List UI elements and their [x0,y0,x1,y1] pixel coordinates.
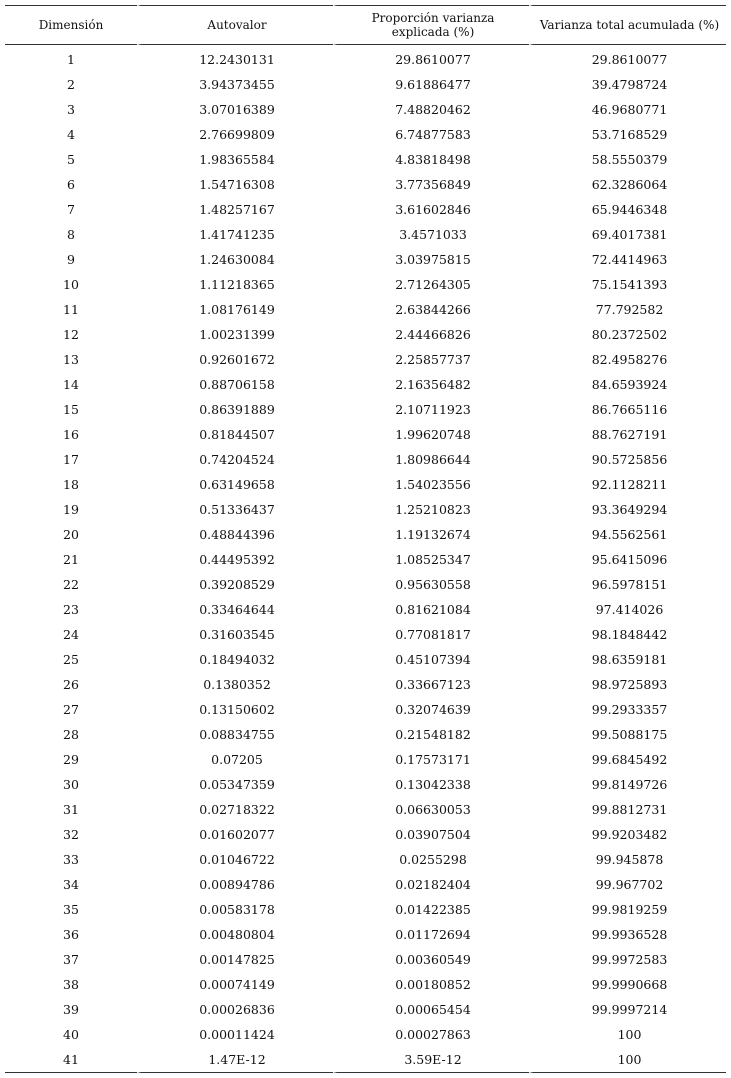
table-row [5,347,726,372]
table-row [5,947,726,972]
cell-dimension: 37 [63,952,79,967]
cell-eigenvalue: 1.24630084 [137,247,333,272]
cell-cumulative-variance: 99.8149726 [529,772,726,797]
cell-cumulative-variance: 99.9203482 [529,822,726,847]
cell-cumulative-variance: 99.967702 [529,872,726,897]
cell-cumulative-variance: 98.9725893 [529,672,726,697]
cell-cumulative-variance: 95.6415096 [529,547,726,572]
cell-dimension: 34 [63,877,79,892]
cell-cumulative-variance: 96.5978151 [529,572,726,597]
cell-eigenvalue: 0.01602077 [137,822,333,847]
table-header [5,5,726,45]
cell-cumulative-variance: 53.7168529 [529,122,726,147]
header-eigenvalue: Autovalor [137,5,333,45]
cell-cumulative-variance: 99.9990668 [529,972,726,997]
cell-eigenvalue: 0.92601672 [137,347,333,372]
cell-eigenvalue: 0.51336437 [137,497,333,522]
cell-explained-variance: 0.13042338 [333,772,529,797]
header-explained-variance: Proporción varianza explicada (%) [333,5,529,45]
cell-explained-variance: 7.48820462 [333,97,529,122]
cell-dimension: 28 [63,727,79,742]
cell-dimension: 27 [63,702,79,717]
cell-dimension: 20 [63,527,79,542]
cell-dimension: 40 [63,1027,79,1042]
cell-eigenvalue: 2.76699809 [137,122,333,147]
cell-eigenvalue: 0.00583178 [137,897,333,922]
cell-eigenvalue: 0.00480804 [137,922,333,947]
cell-cumulative-variance: 29.8610077 [529,45,726,72]
table-row [5,772,726,797]
cell-explained-variance: 0.00065454 [333,997,529,1022]
cell-dimension: 7 [67,202,75,217]
cell-eigenvalue: 0.00147825 [137,947,333,972]
cell-eigenvalue: 0.86391889 [137,397,333,422]
table-row [5,722,726,747]
table-row [5,622,726,647]
cell-cumulative-variance: 58.5550379 [529,147,726,172]
cell-dimension: 32 [63,827,79,842]
cell-eigenvalue: 12.2430131 [137,45,333,72]
cell-cumulative-variance: 75.1541393 [529,272,726,297]
cell-cumulative-variance: 90.5725856 [529,447,726,472]
table-row [5,997,726,1022]
cell-cumulative-variance: 98.6359181 [529,647,726,672]
cell-explained-variance: 0.81621084 [333,597,529,622]
table-row [5,122,726,147]
cell-eigenvalue: 0.00026836 [137,997,333,1022]
table-row [5,522,726,547]
cell-eigenvalue: 3.07016389 [137,97,333,122]
cell-dimension: 14 [63,377,79,392]
cell-explained-variance: 3.61602846 [333,197,529,222]
cell-dimension: 13 [63,352,79,367]
cell-explained-variance: 0.95630558 [333,572,529,597]
cell-dimension: 38 [63,977,79,992]
table-row [5,197,726,222]
table-row [5,97,726,122]
cell-cumulative-variance: 69.4017381 [529,222,726,247]
cell-eigenvalue: 0.31603545 [137,622,333,647]
cell-dimension: 5 [67,152,75,167]
cell-eigenvalue: 0.13150602 [137,697,333,722]
cell-eigenvalue: 0.44495392 [137,547,333,572]
cell-explained-variance: 0.01172694 [333,922,529,947]
cell-dimension: 8 [67,227,75,242]
cell-explained-variance: 0.00180852 [333,972,529,997]
table-row [5,447,726,472]
table-row [5,972,726,997]
cell-eigenvalue: 0.1380352 [137,672,333,697]
cell-dimension: 36 [63,927,79,942]
cell-explained-variance: 1.80986644 [333,447,529,472]
table-row [5,797,726,822]
cell-explained-variance: 2.25857737 [333,347,529,372]
cell-dimension: 6 [67,177,75,192]
table-row [5,647,726,672]
cell-eigenvalue: 1.00231399 [137,322,333,347]
cell-explained-variance: 0.33667123 [333,672,529,697]
cell-explained-variance: 4.83818498 [333,147,529,172]
cell-explained-variance: 0.01422385 [333,897,529,922]
cell-cumulative-variance: 72.4414963 [529,247,726,272]
cell-dimension: 12 [63,327,79,342]
header-row [5,5,726,45]
table-row [5,45,726,72]
cell-cumulative-variance: 82.4958276 [529,347,726,372]
table-row [5,672,726,697]
cell-cumulative-variance: 62.3286064 [529,172,726,197]
cell-explained-variance: 0.06630053 [333,797,529,822]
cell-eigenvalue: 0.05347359 [137,772,333,797]
table-row [5,897,726,922]
cell-dimension: 15 [63,402,79,417]
cell-explained-variance: 2.71264305 [333,272,529,297]
cell-explained-variance: 0.03907504 [333,822,529,847]
cell-dimension: 31 [63,802,79,817]
cell-explained-variance: 3.77356849 [333,172,529,197]
cell-explained-variance: 3.4571033 [333,222,529,247]
table-row [5,572,726,597]
cell-dimension: 39 [63,1002,79,1017]
cell-eigenvalue: 0.01046722 [137,847,333,872]
cell-cumulative-variance: 88.7627191 [529,422,726,447]
cell-cumulative-variance: 99.2933357 [529,697,726,722]
cell-eigenvalue: 1.11218365 [137,272,333,297]
cell-dimension: 29 [63,752,79,767]
cell-explained-variance: 0.00027863 [333,1022,529,1047]
table-row [5,547,726,572]
cell-explained-variance: 6.74877583 [333,122,529,147]
table-row [5,222,726,247]
cell-cumulative-variance: 99.9972583 [529,947,726,972]
cell-cumulative-variance: 99.9997214 [529,997,726,1022]
cell-dimension: 19 [63,502,79,517]
cell-dimension: 33 [63,852,79,867]
cell-cumulative-variance: 80.2372502 [529,322,726,347]
cell-dimension: 26 [63,677,79,692]
eigenvalue-table [5,5,726,1073]
cell-eigenvalue: 0.81844507 [137,422,333,447]
cell-explained-variance: 1.19132674 [333,522,529,547]
table-row [5,922,726,947]
cell-eigenvalue: 0.48844396 [137,522,333,547]
table-row [5,472,726,497]
table-row [5,272,726,297]
table-row [5,172,726,197]
cell-eigenvalue: 0.33464644 [137,597,333,622]
cell-cumulative-variance: 99.945878 [529,847,726,872]
cell-eigenvalue: 1.98365584 [137,147,333,172]
cell-explained-variance: 3.03975815 [333,247,529,272]
cell-cumulative-variance: 39.4798724 [529,72,726,97]
cell-explained-variance: 0.02182404 [333,872,529,897]
table-row [5,147,726,172]
cell-dimension: 1 [67,52,75,67]
cell-explained-variance: 1.25210823 [333,497,529,522]
table-row [5,422,726,447]
cell-cumulative-variance: 97.414026 [529,597,726,622]
header-cumulative-variance: Varianza total acumulada (%) [529,5,726,45]
cell-dimension: 25 [63,652,79,667]
cell-dimension: 9 [67,252,75,267]
table-row [5,597,726,622]
table-row [5,247,726,272]
cell-dimension: 21 [63,552,79,567]
cell-dimension: 41 [5,1047,137,1073]
cell-explained-variance: 1.54023556 [333,472,529,497]
cell-explained-variance: 29.8610077 [333,45,529,72]
cell-cumulative-variance: 92.1128211 [529,472,726,497]
cell-explained-variance: 0.00360549 [333,947,529,972]
cell-cumulative-variance: 100 [529,1047,726,1073]
cell-dimension: 22 [63,577,79,592]
cell-eigenvalue: 3.94373455 [137,72,333,97]
table-row [5,872,726,897]
cell-dimension: 24 [63,627,79,642]
table-row [5,72,726,97]
cell-dimension: 30 [63,777,79,792]
cell-cumulative-variance: 65.9446348 [529,197,726,222]
cell-eigenvalue: 0.00894786 [137,872,333,897]
cell-eigenvalue: 0.02718322 [137,797,333,822]
cell-explained-variance: 0.0255298 [333,847,529,872]
cell-dimension: 11 [63,302,79,317]
cell-explained-variance: 2.10711923 [333,397,529,422]
cell-dimension: 2 [67,77,75,92]
cell-eigenvalue: 1.54716308 [137,172,333,197]
cell-explained-variance: 0.77081817 [333,622,529,647]
table-row [5,822,726,847]
table-row [5,397,726,422]
cell-eigenvalue: 0.74204524 [137,447,333,472]
cell-explained-variance: 0.17573171 [333,747,529,772]
eigenvalue-table-container [5,5,726,1073]
table-row [5,847,726,872]
cell-explained-variance: 1.99620748 [333,422,529,447]
cell-explained-variance: 3.59E-12 [333,1047,529,1073]
table-row [5,322,726,347]
cell-eigenvalue: 0.08834755 [137,722,333,747]
cell-explained-variance: 0.32074639 [333,697,529,722]
cell-cumulative-variance: 77.792582 [529,297,726,322]
cell-cumulative-variance: 99.5088175 [529,722,726,747]
cell-cumulative-variance: 100 [529,1022,726,1047]
cell-cumulative-variance: 99.6845492 [529,747,726,772]
cell-explained-variance: 1.08525347 [333,547,529,572]
table-row [5,1022,726,1047]
cell-eigenvalue: 0.63149658 [137,472,333,497]
cell-dimension: 17 [63,452,79,467]
cell-cumulative-variance: 98.1848442 [529,622,726,647]
cell-eigenvalue: 1.47E-12 [137,1047,333,1073]
cell-cumulative-variance: 86.7665116 [529,397,726,422]
table-row [5,372,726,397]
cell-dimension: 18 [63,477,79,492]
cell-eigenvalue: 1.48257167 [137,197,333,222]
cell-explained-variance: 0.21548182 [333,722,529,747]
cell-cumulative-variance: 99.8812731 [529,797,726,822]
cell-eigenvalue: 0.18494032 [137,647,333,672]
cell-explained-variance: 9.61886477 [333,72,529,97]
cell-cumulative-variance: 93.3649294 [529,497,726,522]
table-row [5,747,726,772]
cell-cumulative-variance: 84.6593924 [529,372,726,397]
cell-dimension: 16 [63,427,79,442]
cell-eigenvalue: 0.00011424 [137,1022,333,1047]
cell-eigenvalue: 1.41741235 [137,222,333,247]
table-row [5,497,726,522]
cell-cumulative-variance: 99.9936528 [529,922,726,947]
cell-explained-variance: 2.16356482 [333,372,529,397]
cell-cumulative-variance: 99.9819259 [529,897,726,922]
table-row [5,697,726,722]
cell-dimension: 4 [67,127,75,142]
cell-eigenvalue: 1.08176149 [137,297,333,322]
cell-explained-variance: 2.63844266 [333,297,529,322]
cell-dimension: 35 [63,902,79,917]
table-row [5,297,726,322]
cell-cumulative-variance: 94.5562561 [529,522,726,547]
cell-dimension: 10 [63,277,79,292]
cell-explained-variance: 0.45107394 [333,647,529,672]
table-row [5,1047,726,1073]
cell-eigenvalue: 0.39208529 [137,572,333,597]
cell-eigenvalue: 0.00074149 [137,972,333,997]
cell-explained-variance: 2.44466826 [333,322,529,347]
cell-eigenvalue: 0.88706158 [137,372,333,397]
cell-cumulative-variance: 46.9680771 [529,97,726,122]
header-dimension: Dimensión [5,5,137,45]
cell-dimension: 23 [63,602,79,617]
table-body [5,45,726,1073]
cell-dimension: 3 [67,102,75,117]
cell-eigenvalue: 0.07205 [137,747,333,772]
